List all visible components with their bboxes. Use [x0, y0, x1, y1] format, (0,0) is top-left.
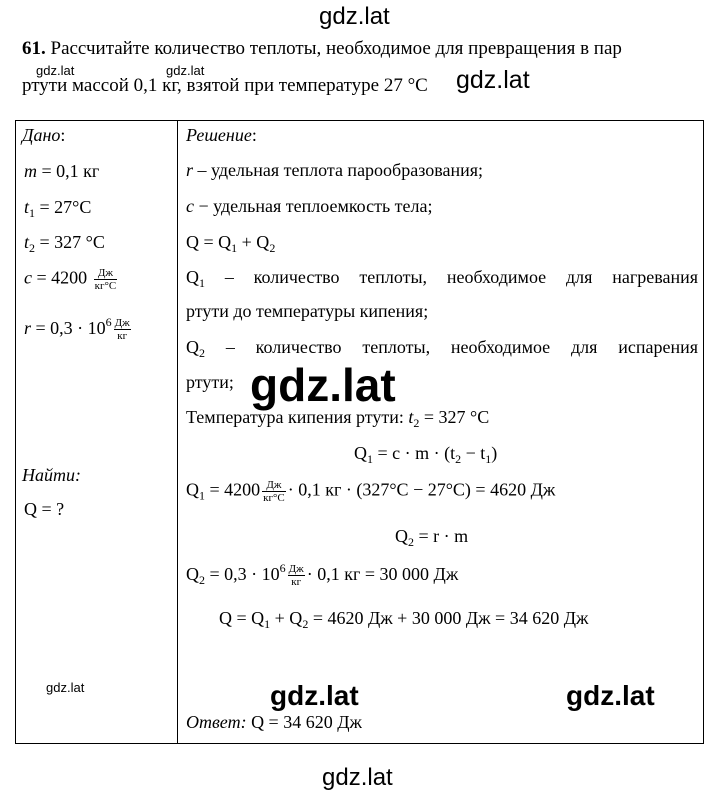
- q1-formula: $Q_1 = c \cdot m \cdot (t_2 - t_1)$: [354, 443, 498, 466]
- given-mass: m = 0,1 кг: [24, 161, 100, 181]
- problem-text-2: ртути массой 0,1 кг, взятой при температуре 27 °C: [22, 75, 428, 96]
- find-q: Q = ?: [24, 499, 65, 519]
- boiling-temperature: Температура кипения ртути: $t_2 = 327$ °C: [186, 407, 490, 430]
- watermark-middle: gdz.lat: [250, 359, 396, 411]
- column-divider: [177, 121, 178, 743]
- q2-definition-2: ртути;: [186, 372, 234, 392]
- c-definition: c − удельная теплоемкость тела;: [186, 196, 433, 216]
- solution-table: [15, 120, 704, 744]
- watermark-small-1: gdz.lat: [36, 63, 75, 78]
- find-title: Найти:: [22, 465, 81, 485]
- q1-definition-2: ртути до температуры кипения;: [186, 301, 429, 321]
- q2-formula: $Q_2 = r \cdot m$: [395, 526, 469, 549]
- problem-number: 61.: [22, 38, 46, 59]
- q-sum-formula: $Q = Q_1 + Q_2$: [186, 232, 276, 255]
- solution-title: Решение:: [186, 125, 257, 145]
- total-formula: $Q = Q_1 + Q_2 = 4620$ Дж + 30 000 Дж = 34 620 Дж: [219, 608, 589, 631]
- given-title: Дано:: [22, 125, 66, 145]
- watermark-bottom-mid-1: gdz.lat: [270, 680, 359, 711]
- q1-calculation: $Q_1 = 4200$ $\frac{Дж}{кг^\circ С}$ · 0,1 кг · (327°C − 27°C) = 4620 Дж: [186, 479, 556, 504]
- problem-line-1: [22, 38, 622, 60]
- watermark-footer: gdz.lat: [322, 764, 393, 791]
- given-r: $r = 0,3 \cdot 10^6$ $\frac{Дж}{кг}$: [24, 315, 130, 343]
- given-c: c = 4200 $\frac{Дж}{кг^\circ С}$: [24, 267, 117, 292]
- q2-calculation: $Q_2 = 0,3 \cdot 10^6$ $\frac{Дж}{кг}$ · 0,1 кг = 30 000 Дж: [186, 561, 459, 589]
- watermark-top: gdz.lat: [319, 3, 390, 30]
- watermark-bottom-small: gdz.lat: [46, 680, 85, 695]
- r-definition: r – удельная теплота парообразования;: [186, 160, 484, 180]
- q2-definition-1: $Q_2$ – количество теплоты, необходимое для испарения: [186, 337, 698, 360]
- given-t2: $t_2 = 327$ °C: [24, 232, 105, 255]
- problem-text-1: Рассчитайте количество теплоты, необходимое для превращения в пар: [50, 38, 622, 59]
- watermark-after-problem: gdz.lat: [456, 66, 530, 94]
- q1-definition-1: $Q_1$ – количество теплоты, необходимое для нагревания: [186, 267, 698, 290]
- given-t1: $t_1 = 27^\circ C$: [24, 197, 92, 220]
- answer: Ответ: Q = 34 620 Дж: [186, 712, 362, 732]
- watermark-small-2: gdz.lat: [166, 63, 205, 78]
- watermark-bottom-mid-2: gdz.lat: [566, 680, 655, 711]
